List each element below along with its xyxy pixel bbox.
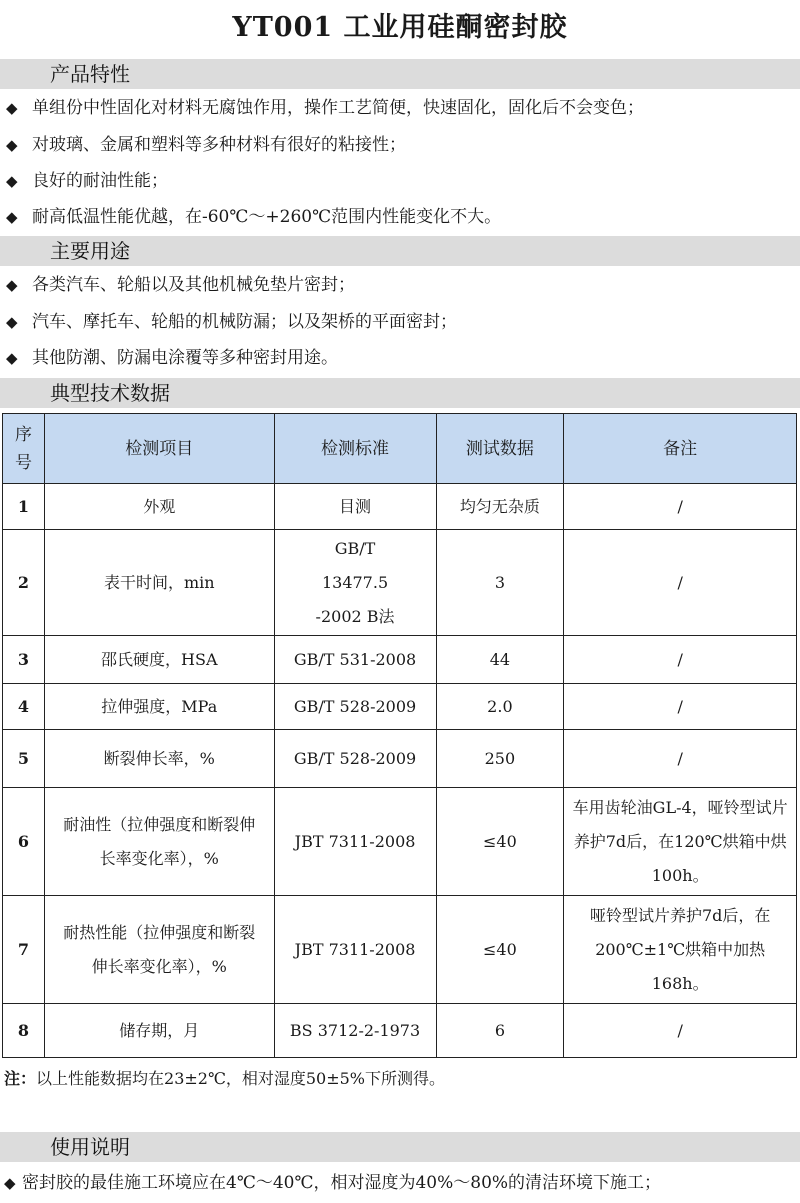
section-data-heading: 典型技术数据 [50,381,170,405]
document-title: YT001 工业用硅酮密封胶 [232,12,568,43]
feature-item: ◆ 耐高低温性能优越，在-60℃～+260℃范围内性能变化不大。 [6,202,796,232]
table-row: 2 表干时间，min GB/T 13477.5 -2002 B法 3 / [3,530,797,636]
note-label: 注： [4,1069,37,1088]
table-row: 5 断裂伸长率，% GB/T 528-2009 250 / [3,730,797,788]
diamond-bullet-icon: ◆ [6,99,18,117]
diamond-bullet-icon: ◆ [6,313,18,331]
test-condition-note [4,1064,445,1094]
diamond-bullet-icon: ◆ [6,276,18,294]
tech-data-table [2,413,797,1058]
table-row: 4 拉伸强度，MPa GB/T 528-2009 2.0 / [3,684,797,730]
section-data-bar [0,378,800,408]
table-row: 1 外观 目测 均匀无杂质 / [3,484,797,530]
section-features-heading: 产品特性 [50,62,130,86]
use-item: ◆ 汽车、摩托车、轮船的机械防漏；以及架桥的平面密封； [6,307,796,337]
note-text: 以上性能数据均在23±2℃，相对湿度50±5%下所测得。 [36,1069,446,1088]
section-usage-heading: 使用说明 [50,1135,130,1159]
table-row: 3 邵氏硬度，HSA GB/T 531-2008 44 / [3,636,797,684]
section-uses-heading: 主要用途 [50,239,130,263]
diamond-bullet-icon: ◆ [4,1174,16,1192]
use-item: ◆ 其他防潮、防漏电涂覆等多种密封用途。 [6,343,796,373]
table-header-row [3,414,797,484]
header-remark: 备注 [564,414,797,484]
diamond-bullet-icon: ◆ [6,349,18,367]
diamond-bullet-icon: ◆ [6,208,18,226]
usage-item: ◆ 密封胶的最佳施工环境应在4℃～40℃，相对湿度为40%～80%的清洁环境下施工； [4,1168,794,1198]
header-standard: 检测标准 [274,414,436,484]
use-item: ◆ 各类汽车、轮船以及其他机械免垫片密封； [6,270,796,300]
feature-item: ◆ 对玻璃、金属和塑料等多种材料有很好的粘接性； [6,130,796,160]
table-row: 7 耐热性能（拉伸强度和断裂伸长率变化率），% JBT 7311-2008 ≤40 哑铃型试片养护7d后，在200℃±1℃烘箱中加热168h。 [3,896,797,1004]
diamond-bullet-icon: ◆ [6,136,18,154]
header-value: 测试数据 [436,414,564,484]
diamond-bullet-icon: ◆ [6,172,18,190]
table-row: 8 储存期，月 BS 3712-2-1973 6 / [3,1004,797,1058]
feature-item: ◆ 良好的耐油性能； [6,166,796,196]
header-item: 检测项目 [44,414,274,484]
section-usage-bar [0,1132,800,1162]
table-row: 6 耐油性（拉伸强度和断裂伸长率变化率），% JBT 7311-2008 ≤40 车用齿轮油GL-4，哑铃型试片养护7d后，在120℃烘箱中烘100h。 [3,788,797,896]
feature-item: ◆ 单组份中性固化对材料无腐蚀作用，操作工艺简便，快速固化，固化后不会变色； [6,93,796,123]
header-no: 序号 [3,414,45,484]
section-features-bar [0,59,800,89]
section-uses-bar [0,236,800,266]
